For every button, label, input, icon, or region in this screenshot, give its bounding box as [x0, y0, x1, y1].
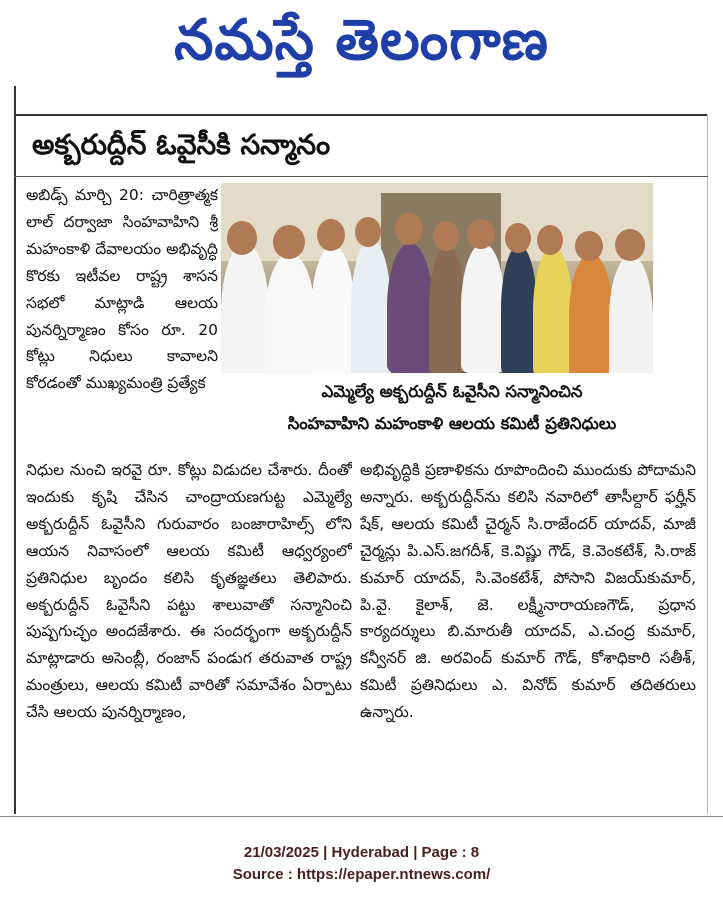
headline-rule	[14, 176, 708, 177]
article-headline: అక్బరుద్దీన్ ఓవైసీకి సన్మానం	[32, 128, 331, 161]
footer-date-line: 21/03/2025 | Hyderabad | Page : 8	[243, 844, 480, 861]
top-rule	[14, 114, 708, 116]
article-body-right: అభివృద్ధికి ప్రణాళికను రూపొందించి ముందుకు పోదామని అన్నారు. అక్బరుద్దీన్‌ను కలిసి నవారిలో తాసీల్దార్ ఫర్హీన్ షేక్, ఆలయ కమిటీ చైర్మన్ సి.రాజేందర్ యాదవ్, మాజీ చైర్మన్లు పి.ఎస్.జగదీశ్, కె.విష్ణు గౌడ్, కె.వెంకటేశ్, సి.రాజ్ కుమార్ యాదవ్, సి.వెంకటేశ్, పోసాని విజయ్‌కుమార్, పి.వై. కైలాశ్, జె. లక్ష్మీనారాయణగౌడ్, ప్రధాన కార్యదర్శులు బి.మారుతీ యాదవ్, ఎ.చంద్ర కుమార్, కన్వీనర్ జి. అరవింద్ కుమార్ గౌడ్, కోశాధికారి సతీశ్, కమిటీ ప్రతినిధులు ఎ. వినోద్ కుమార్ తదితరులు ఉన్నారు.	[360, 461, 696, 722]
footer-rule	[0, 816, 723, 817]
right-border	[707, 114, 708, 814]
article-body-left: నిధుల నుంచి ఇరవై రూ. కోట్లు విడుదల చేశారు. దీంతో ఇందుకు కృషి చేసిన చాంద్రాయణగుట్ట ఎమ్మెల్యే అక్బరుద్దీన్ ఓవైసీని గురువారం బంజారాహిల్స్ లోని ఆయన నివాసంలో ఆలయ కమిటీ ఆధ్వర్యంలో ప్రతినిధుల బృందం కలిసి కృతజ్ఞతలు తెలిపారు. అక్బరుద్దీన్ ఓవైసీని పట్టు శాలువాతో సన్మానించి పుష్పగుచ్ఛం అందజేశారు. ఈ సందర్భంగా అక్బరుద్దీన్ మాట్లాడారు అసెంబ్లీ, రంజాన్ పండుగ తరువాత రాష్ట్ర మంత్రులు, ఆలయ కమిటీ వారితో సమావేశం ఏర్పాటు చేసి ఆలయ పునర్నిర్మాణం,	[26, 461, 352, 722]
photo-caption-line2: సింహవాహిని మహంకాళి ఆలయ కమిటీ ప్రతినిధులు	[287, 414, 617, 433]
left-border	[14, 86, 16, 814]
footer-source-line: Source : https://epaper.ntnews.com/	[232, 866, 491, 883]
footer	[0, 842, 723, 886]
photo-caption	[221, 376, 683, 446]
masthead-title: నమస్తే తెలంగాణ	[174, 7, 549, 73]
group-photo	[221, 183, 653, 373]
article-lead-column: అబిడ్స్ మార్చి 20: చారిత్రాత్మక లాల్ దర్వాజా సింహవాహిని శ్రీ మహంకాళి దేవాలయం అభివృద్ధి కొరకు ఇటీవల రాష్ట్ర శాసన సభలో మాట్లాడి ఆలయ పునర్నిర్మాణం కోసం రూ. 20 కోట్లు నిధులు కావాలని కోరడంతో ముఖ్యమంత్రి ప్రత్యేక	[26, 186, 218, 393]
photo-caption-line1: ఎమ్మెల్యే అక్బరుద్దీన్ ఓవైసీని సన్మానించిన	[321, 382, 583, 401]
